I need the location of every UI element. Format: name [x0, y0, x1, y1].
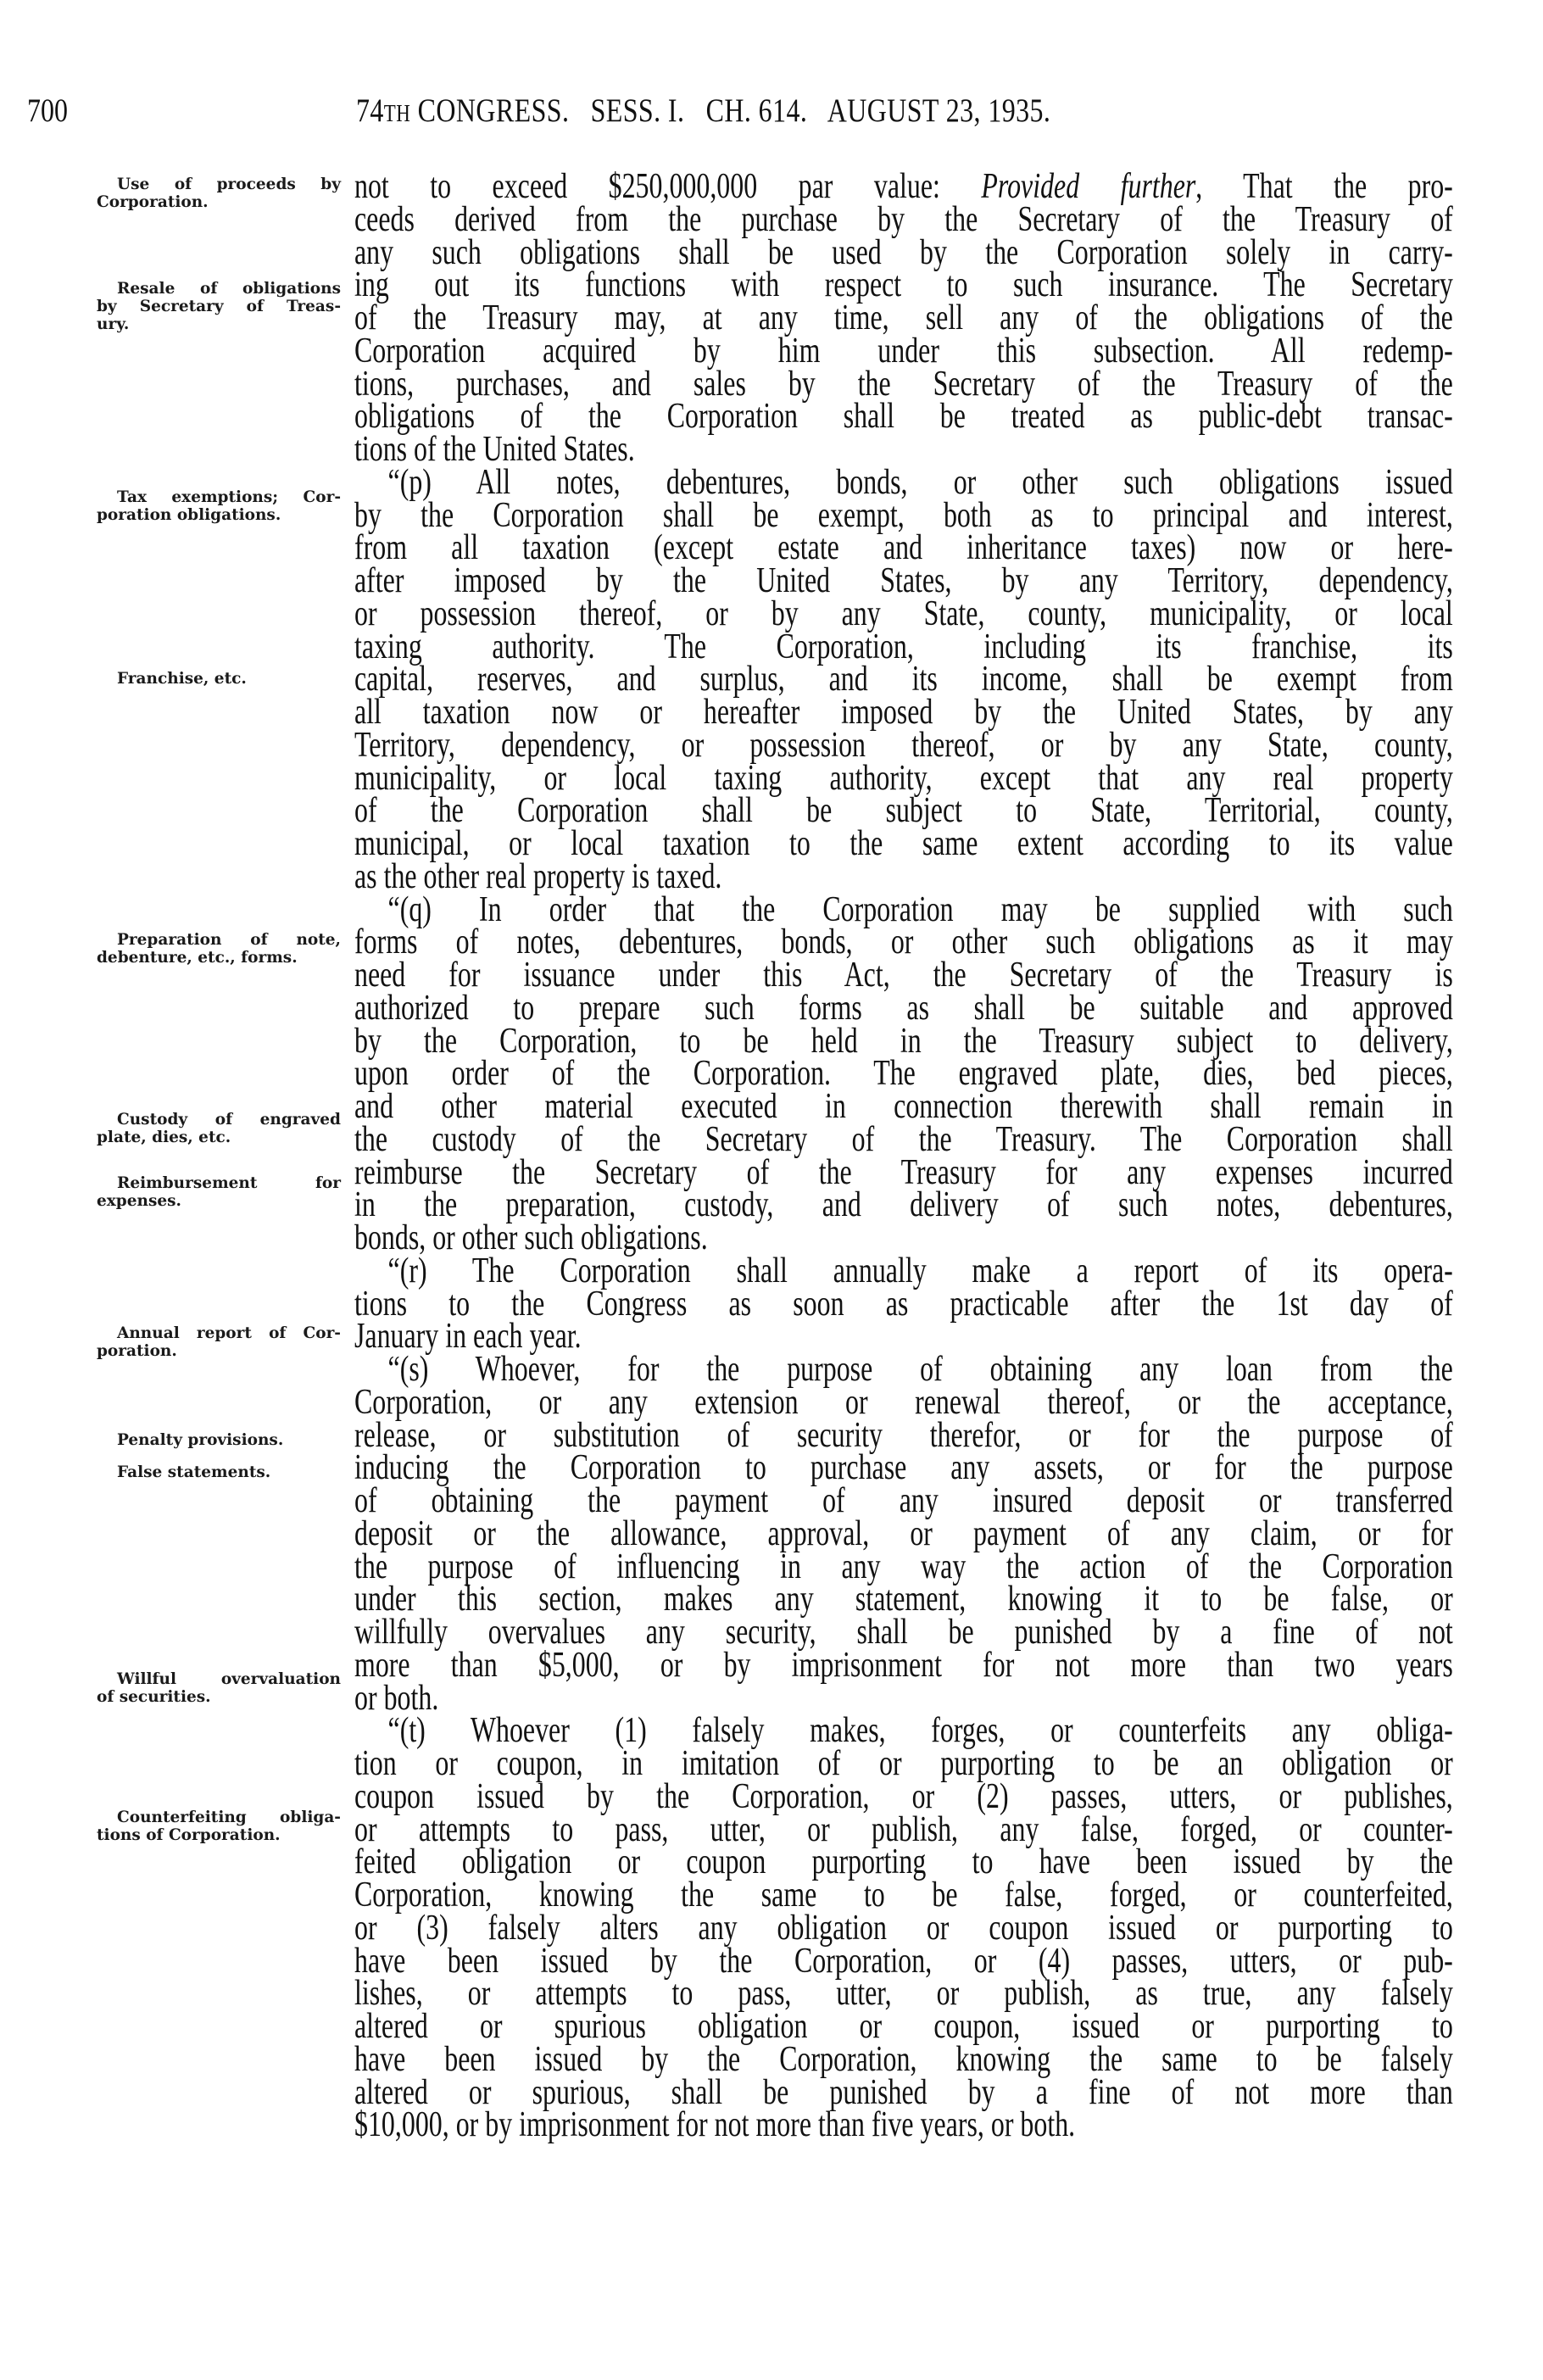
- body-line: January in each year.: [354, 1317, 582, 1357]
- body-line: altered or spurious obligation or coupon, issued or purporting to: [354, 2007, 1453, 2046]
- body-line: “(r) The Corporation shall annually make a report of its opera-: [387, 1251, 1453, 1290]
- margin-note-line: Use of proceeds by: [117, 176, 341, 193]
- body-text: not to exceed $250,000,000 par value:: [354, 167, 982, 206]
- margin-note-line: Willful overvaluation: [117, 1670, 341, 1688]
- margin-note-line: Franchise, etc.: [117, 670, 247, 688]
- body-line: have been issued by the Corporation, or (4) passes, utters, or pub-: [354, 1941, 1453, 1981]
- body-line: taxing authority. The Corporation, including its franchise, its: [354, 627, 1453, 666]
- body-line: altered or spurious, shall be punished by a fine of not more than: [354, 2072, 1453, 2112]
- margin-note-line: Tax exemptions; Cor-: [117, 488, 341, 506]
- margin-note-tax-exemptions: [97, 488, 341, 524]
- body-line: Corporation, or any extension or renewal thereof, or the acceptance,: [354, 1382, 1453, 1422]
- body-line: any such obligations shall be used by the Corporation solely in carry-: [354, 232, 1453, 272]
- body-line: municipality, or local taxing authority, except that any real property: [354, 758, 1453, 798]
- margin-note-line: of securities.: [97, 1688, 211, 1706]
- body-line: and other material executed in connection therewith shall remain in: [354, 1087, 1453, 1126]
- margin-note-line: poration obligations.: [97, 506, 281, 524]
- body-line: release, or substitution of security therefor, or for the purpose of: [354, 1415, 1453, 1455]
- body-line: forms of notes, debentures, bonds, or other such obligations as it may: [354, 922, 1453, 962]
- margin-note-reimbursement: [97, 1174, 341, 1210]
- body-line: ing out its functions with respect to such insurance. The Secretary: [354, 265, 1453, 305]
- body-line: reimburse the Secretary of the Treasury for any expenses incurred: [354, 1152, 1453, 1192]
- body-line: [354, 167, 1453, 206]
- body-line: or attempts to pass, utter, or publish, any false, forged, or counter-: [354, 1809, 1453, 1849]
- body-line: deposit or the allowance, approval, or payment of any claim, or for: [354, 1513, 1453, 1553]
- body-line: tions, purchases, and sales by the Secretary of the Treasury of the: [354, 364, 1453, 404]
- margin-note-line: Corporation.: [97, 193, 209, 211]
- body-line: tion or coupon, in imitation of or purporting to be an obligation or: [354, 1744, 1453, 1783]
- margin-note-line: debenture, etc., forms.: [97, 949, 298, 967]
- body-line: in the preparation, custody, and delivery of such notes, debentures,: [354, 1185, 1453, 1225]
- margin-note-franchise: [97, 670, 341, 688]
- body-line: after imposed by the United States, by any Territory, dependency,: [354, 561, 1453, 600]
- body-line: of the Treasury may, at any time, sell any of the obligations of the: [354, 298, 1453, 337]
- body-line: inducing the Corporation to purchase any assets, or for the purpose: [354, 1448, 1453, 1488]
- body-line: lishes, or attempts to pass, utter, or publish, as true, any falsely: [354, 1974, 1453, 2014]
- body-line: “(t) Whoever (1) falsely makes, forges, or counterfeits any obliga-: [387, 1711, 1453, 1751]
- margin-note-line: Preparation of note,: [117, 931, 341, 949]
- body-line: municipal, or local taxation to the same extent according to its value: [354, 824, 1453, 863]
- body-line: ceeds derived from the purchase by the Secretary of the Treasury of: [354, 199, 1453, 239]
- page-number: 700: [27, 92, 68, 129]
- margin-note-line: plate, dies, etc.: [97, 1129, 231, 1146]
- body-line: all taxation now or hereafter imposed by the United States, by any: [354, 693, 1453, 732]
- body-line: tions to the Congress as soon as practicable after the 1st day of: [354, 1284, 1453, 1324]
- body-line: authorized to prepare such forms as shall be suitable and approved: [354, 988, 1453, 1028]
- body-line: or possession thereof, or by any State, county, municipality, or local: [354, 594, 1453, 633]
- body-line: the custody of the Secretary of the Treasury. The Corporation shall: [354, 1119, 1453, 1159]
- margin-note-line: by Secretary of Treas-: [97, 298, 341, 315]
- margin-note-penalty-provisions: [97, 1431, 341, 1449]
- body-line: Territory, dependency, or possession thereof, or by any State, county,: [354, 725, 1453, 765]
- body-line: bonds, or other such obligations.: [354, 1218, 708, 1257]
- margin-note-custody-of-plate: [97, 1111, 341, 1146]
- margin-note-annual-report: [97, 1324, 341, 1360]
- body-line: by the Corporation, to be held in the Treasury subject to delivery,: [354, 1021, 1453, 1061]
- body-line: “(p) All notes, debentures, bonds, or other such obligations issued: [387, 462, 1453, 502]
- body-line: or both.: [354, 1678, 439, 1718]
- body-line: the purpose of influencing in any way the action of the Corporation: [354, 1547, 1453, 1586]
- margin-note-line: tions of Corporation.: [97, 1826, 281, 1844]
- margin-note-false-statements: [97, 1463, 341, 1481]
- margin-note-line: ury.: [97, 315, 130, 333]
- body-line: Corporation acquired by him under this subsection. All redemp-: [354, 331, 1453, 371]
- body-line: “(s) Whoever, for the purpose of obtaining any loan from the: [387, 1350, 1453, 1389]
- margin-note-line: Annual report of Cor-: [117, 1324, 341, 1342]
- margin-note-line: Custody of engraved: [117, 1111, 341, 1129]
- body-line: coupon issued by the Corporation, or (2) passes, utters, or publishes,: [354, 1776, 1453, 1816]
- body-line: or (3) falsely alters any obligation or coupon issued or purporting to: [354, 1908, 1453, 1948]
- body-line: $10,000, or by imprisonment for not more than five years, or both.: [354, 2105, 1076, 2145]
- margin-note-line: Penalty provisions.: [117, 1431, 284, 1449]
- margin-note-willful-overvaluation: [97, 1670, 341, 1706]
- margin-note-line: poration.: [97, 1342, 177, 1360]
- body-line: as the other real property is taxed.: [354, 856, 722, 896]
- body-line: obligations of the Corporation shall be treated as public-debt transac-: [354, 397, 1453, 437]
- body-line: need for issuance under this Act, the Secretary of the Treasury is: [354, 956, 1453, 995]
- statute-body: [354, 167, 1453, 2145]
- body-line: of obtaining the payment of any insured deposit or transferred: [354, 1481, 1453, 1520]
- body-line: more than $5,000, or by imprisonment for not more than two years: [354, 1645, 1453, 1685]
- margin-note-counterfeiting: [97, 1809, 341, 1844]
- margin-note-use-of-proceeds: [97, 176, 341, 211]
- margin-note-line: Resale of obligations: [117, 280, 341, 298]
- body-line: “(q) In order that the Corporation may be supplied with such: [387, 889, 1453, 929]
- body-line: feited obligation or coupon purporting to have been issued by the: [354, 1842, 1453, 1882]
- body-text: , That the pro-: [1195, 167, 1453, 206]
- congress-number: 74: [356, 92, 384, 129]
- margin-note-line: Counterfeiting obliga-: [117, 1809, 341, 1826]
- body-line: of the Corporation shall be subject to State, Territorial, county,: [354, 791, 1453, 831]
- body-line: willfully overvalues any security, shall be punished by a fine of not: [354, 1613, 1453, 1652]
- body-line: from all taxation (except estate and inheritance taxes) now or here-: [354, 528, 1453, 568]
- margin-note-preparation-of-forms: [97, 931, 341, 967]
- running-head-text: CONGRESS. SESS. I. CH. 614. AUGUST 23, 1935.: [410, 92, 1051, 129]
- congress-suffix: TH: [383, 101, 411, 127]
- body-line: capital, reserves, and surplus, and its income, shall be exempt from: [354, 660, 1453, 700]
- italic-proviso: Provided further: [981, 167, 1196, 206]
- body-line: under this section, makes any statement, knowing it to be false, or: [354, 1580, 1453, 1619]
- margin-note-line: expenses.: [97, 1192, 181, 1210]
- body-line: Corporation, knowing the same to be false, forged, or counterfeited,: [354, 1876, 1453, 1915]
- margin-note-line: False statements.: [117, 1463, 271, 1481]
- margin-note-resale-of-obligations: [97, 280, 341, 333]
- body-line: have been issued by the Corporation, knowing the same to be falsely: [354, 2039, 1453, 2079]
- body-line: by the Corporation shall be exempt, both as to principal and interest,: [354, 495, 1453, 535]
- body-line: tions of the United States.: [354, 430, 635, 469]
- margin-note-line: Reimbursement for: [117, 1174, 341, 1192]
- body-line: upon order of the Corporation. The engraved plate, dies, bed pieces,: [354, 1054, 1453, 1094]
